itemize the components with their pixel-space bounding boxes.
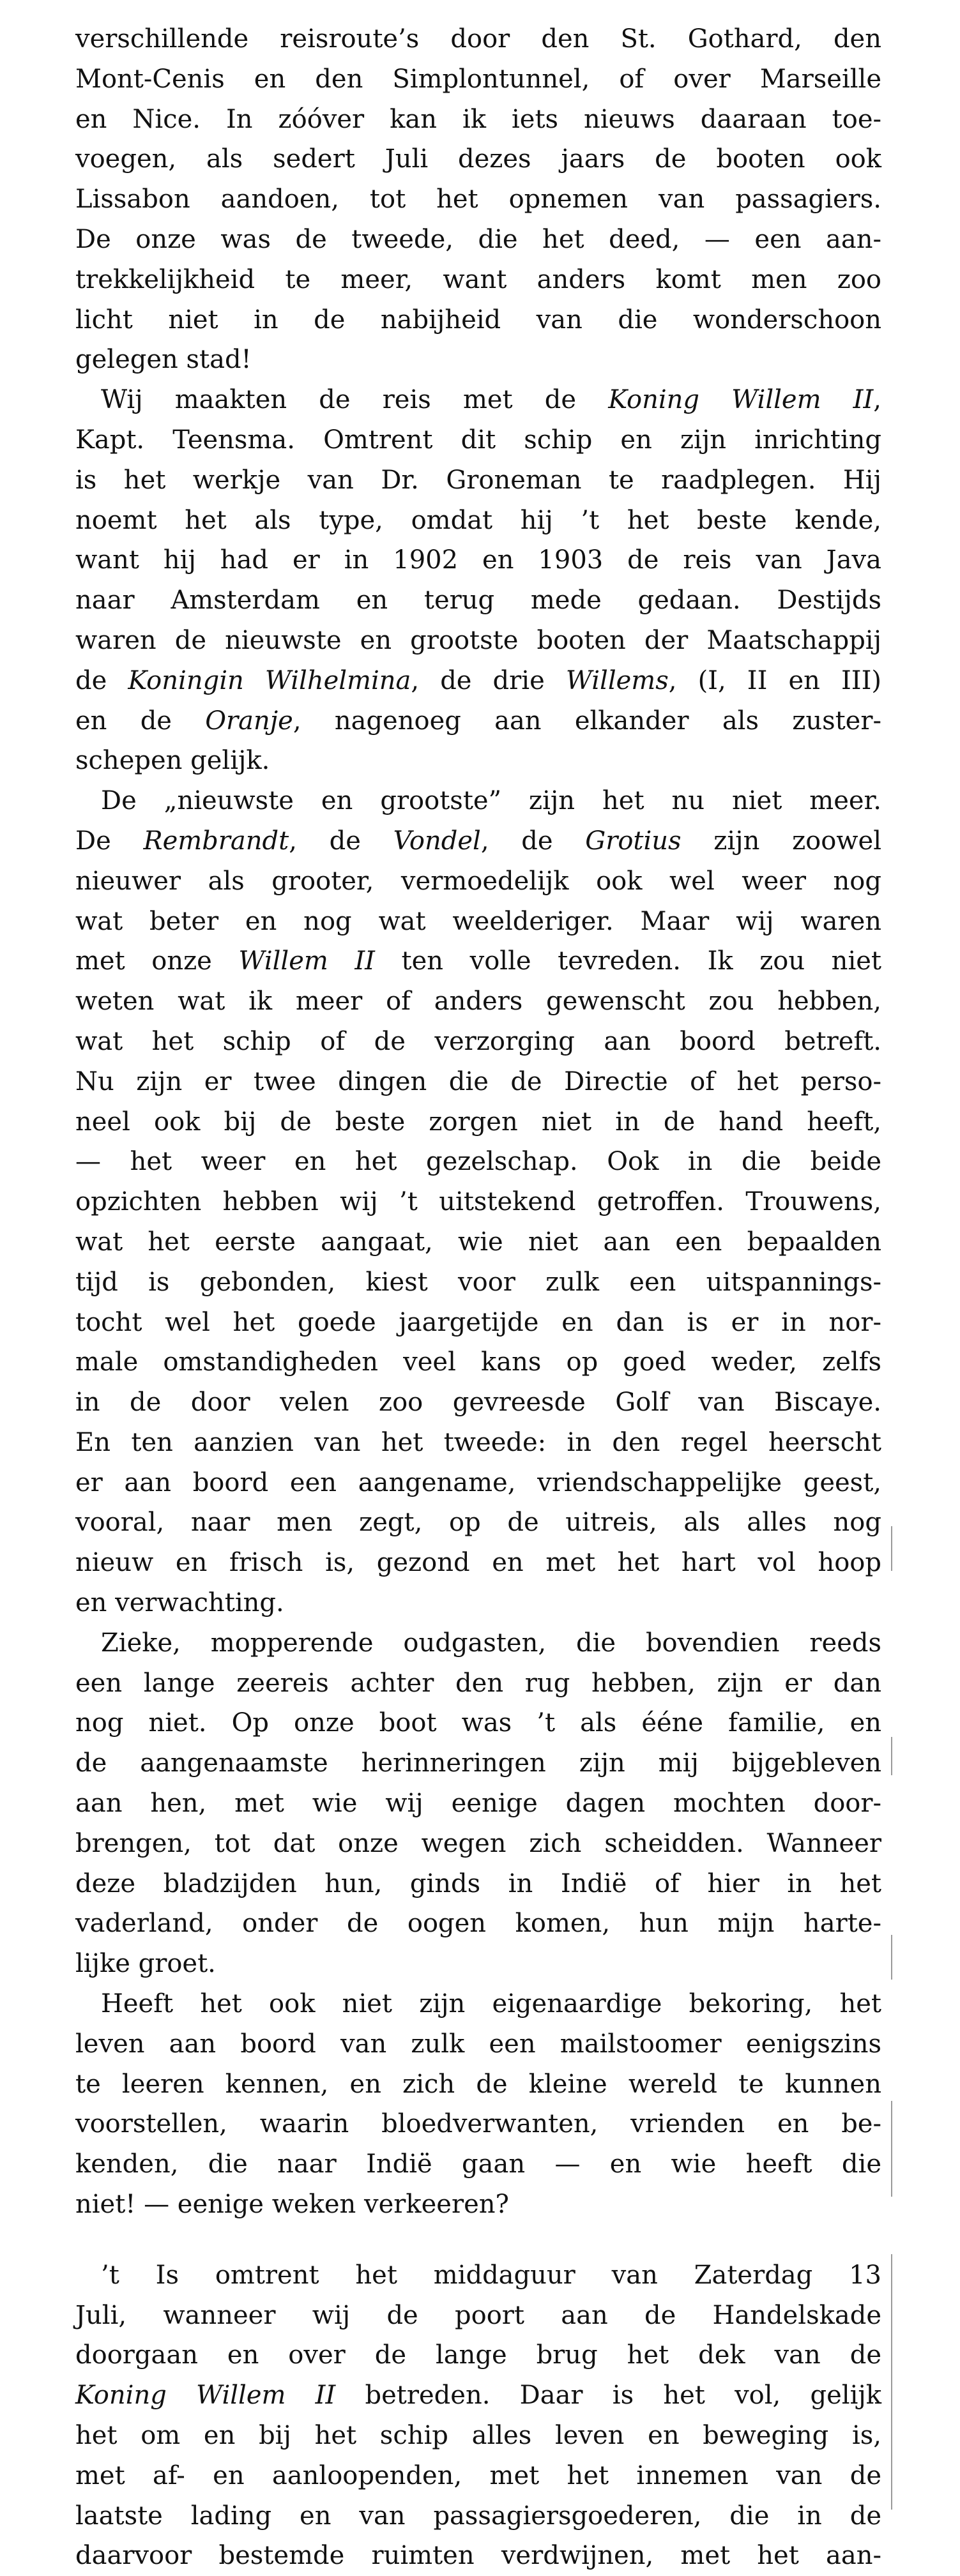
text-line [75, 861, 881, 902]
text-segment: trekkelijkheid te meer, want anders komt men zoo [75, 264, 881, 294]
text-segment: En ten aanzien van het tweede: in den regel heerscht [75, 1427, 881, 1457]
text-line [75, 260, 881, 300]
text-segment: met af- en aanloopenden, met het innemen van de [75, 2460, 881, 2490]
text-line [75, 1222, 881, 1262]
text-segment: voegen, als sedert Juli dezes jaars de booten ook [75, 144, 881, 174]
text-line [75, 460, 881, 501]
text-line [75, 1663, 881, 1704]
margin-mark [891, 2254, 892, 2510]
book-page [75, 19, 881, 2576]
text-line [75, 139, 881, 179]
text-line [75, 179, 881, 220]
text-segment: verschillende reisroute’s door den St. Gothard, den [75, 24, 881, 54]
text-segment: en de [75, 706, 206, 736]
text-line [75, 420, 881, 460]
text-segment: De „nieuwste en grootste” zijn het nu niet meer. [101, 786, 881, 816]
text-segment: neel ook bij de beste zorgen niet in de hand heeft, [75, 1107, 881, 1137]
text-line [75, 2375, 881, 2416]
text-segment: tocht wel het goede jaargetijde en dan is er in nor- [75, 1307, 881, 1337]
text-segment: want hij had er in 1902 en 1903 de reis van Java [75, 545, 881, 575]
text-line [75, 981, 881, 1022]
text-segment: en verwachting. [75, 1588, 284, 1618]
text-line [75, 1984, 881, 2024]
text-line [75, 1423, 881, 1463]
text-line [75, 2024, 881, 2065]
text-line [75, 741, 881, 781]
text-segment: nieuw en frisch is, gezond en met het hart vol hoop [75, 1548, 881, 1578]
text-line [75, 1463, 881, 1503]
text-segment: De onze was de tweede, die het deed, — een aan- [75, 224, 881, 254]
text-segment: Kapt. Teensma. Omtrent dit schip en zijn inrichting [75, 425, 881, 455]
text-segment: Heeft het ook niet zijn eigenaardige bekoring, het [101, 1989, 881, 2019]
text-segment: schepen gelijk. [75, 746, 270, 776]
text-segment: een lange zeereis achter den rug hebben, zijn er dan [75, 1668, 881, 1698]
text-segment: Lissabon aandoen, tot het opnemen van passagiers. [75, 185, 881, 215]
text-line [75, 2104, 881, 2144]
section-gap [75, 2225, 881, 2255]
text-segment: male omstandigheden veel kans op goed weder, zelfs [75, 1347, 881, 1377]
text-segment: deze bladzijden hun, ginds in Indië of hier in het [75, 1868, 881, 1898]
text-line [75, 701, 881, 741]
text-segment: het om en bij het schip alles leven en beweging is, [75, 2421, 881, 2451]
text-line [75, 220, 881, 260]
text-segment: niet! — eenige weken verkeeren? [75, 2190, 509, 2220]
text-segment: weten wat ik meer of anders gewenscht zou hebben, [75, 987, 881, 1017]
text-segment: Juli, wanneer wij de poort aan de Handelskade [75, 2300, 881, 2330]
text-line [75, 1142, 881, 1182]
text-segment: gelegen stad! [75, 345, 252, 375]
text-segment: lijke groet. [75, 1949, 216, 1979]
text-segment: te leeren kennen, en zich de kleine wereld te kunnen [75, 2069, 881, 2099]
text-segment: , [873, 385, 881, 415]
italic-ship-name: Koning Willem II [75, 2381, 336, 2411]
text-segment: in de door velen zoo gevreesde Golf van Biscaye. [75, 1388, 881, 1418]
text-line [75, 941, 881, 981]
text-segment: — het weer en het gezelschap. Ook in die beide [75, 1147, 881, 1177]
text-line [75, 540, 881, 580]
text-line [75, 1062, 881, 1102]
text-segment: met onze [75, 946, 239, 976]
text-line [75, 1543, 881, 1583]
text-segment: en Nice. In zóóver kan ik iets nieuws daaraan toe- [75, 104, 881, 134]
italic-ship-name: Willems [565, 665, 669, 695]
text-line [75, 100, 881, 140]
text-segment: , de drie [411, 665, 566, 695]
text-segment: De [75, 826, 144, 856]
margin-mark [891, 1737, 892, 1775]
text-line [75, 2144, 881, 2185]
text-line [75, 59, 881, 100]
text-line [75, 2536, 881, 2576]
italic-ship-name: Grotius [585, 826, 682, 856]
text-line [75, 902, 881, 942]
text-segment: tijd is gebonden, kiest voor zulk een uitspannings- [75, 1267, 881, 1297]
text-line [75, 781, 881, 821]
text-segment: wat het eerste aangaat, wie niet aan een bepaalden [75, 1227, 881, 1257]
text-segment: brengen, tot dat onze wegen zich scheidden. Wanneer [75, 1828, 881, 1858]
text-segment: betreden. Daar is het vol, gelijk [335, 2381, 882, 2411]
text-segment: er aan boord een aangename, vriendschappelijke geest, [75, 1467, 881, 1497]
text-segment: Zieke, mopperende oudgasten, die bovendien reeds [101, 1628, 881, 1658]
text-segment: , de [289, 826, 393, 856]
text-line [75, 580, 881, 621]
text-line [75, 1864, 881, 1904]
italic-ship-name: Oranje [205, 706, 293, 736]
text-segment: voorstellen, waarin bloedverwanten, vrienden en be- [75, 2109, 881, 2139]
text-segment: wat beter en nog wat weelderiger. Maar wij waren [75, 906, 881, 936]
text-segment: ’t Is omtrent het middaguur van Zaterdag 13 [101, 2260, 881, 2290]
text-line [75, 1944, 881, 1984]
text-segment: wat het schip of de verzorging aan boord betreft. [75, 1026, 881, 1056]
text-line [75, 1743, 881, 1784]
text-segment: licht niet in de nabijheid van die wonderschoon [75, 305, 881, 335]
italic-ship-name: Willem II [238, 946, 375, 976]
text-line [75, 1503, 881, 1543]
margin-mark [891, 2101, 892, 2197]
text-line [75, 19, 881, 59]
text-line [75, 1583, 881, 1623]
text-segment: daarvoor bestemde ruimten verdwijnen, met het aan- [75, 2541, 881, 2571]
text-line [75, 501, 881, 541]
text-segment: vaderland, onder de oogen komen, hun mijn harte- [75, 1909, 881, 1939]
text-line [75, 1182, 881, 1222]
text-line [75, 1623, 881, 1663]
text-line [75, 821, 881, 861]
text-segment: doorgaan en over de lange brug het dek van de [75, 2340, 881, 2370]
text-line [75, 2496, 881, 2536]
text-line [75, 2335, 881, 2375]
text-segment: noemt het als type, omdat hij ’t het beste kende, [75, 505, 881, 535]
text-segment: , de [480, 826, 586, 856]
text-segment: Wij maakten de reis met de [101, 385, 609, 415]
text-line [75, 1022, 881, 1062]
text-line [75, 1262, 881, 1303]
text-segment: waren de nieuwste en grootste booten der Maatschappij [75, 625, 881, 655]
text-line [75, 300, 881, 340]
margin-mark [891, 1526, 892, 1571]
text-line [75, 1342, 881, 1383]
text-line [75, 2255, 881, 2296]
italic-ship-name: Koning Willem II [608, 385, 874, 415]
italic-ship-name: Vondel [393, 826, 481, 856]
text-segment: nieuwer als grooter, vermoedelijk ook wel weer nog [75, 866, 881, 896]
text-line [75, 2416, 881, 2456]
text-segment: vooral, naar men zegt, op de uitreis, als alles nog [75, 1508, 881, 1538]
text-segment: is het werkje van Dr. Groneman te raadplegen. Hij [75, 465, 881, 495]
text-line [75, 1102, 881, 1142]
text-segment: Nu zijn er twee dingen die de Directie of het perso- [75, 1066, 881, 1096]
text-segment: de [75, 665, 128, 695]
italic-ship-name: Koningin Wilhelmina [128, 665, 411, 695]
text-line [75, 2456, 881, 2496]
text-segment: nog niet. Op onze boot was ’t als ééne familie, en [75, 1708, 881, 1738]
text-line [75, 1824, 881, 1864]
margin-scan-marks [890, 1526, 894, 2510]
text-segment: leven aan boord van zulk een mailstoomer eenigszins [75, 2029, 881, 2059]
text-segment: , nagenoeg aan elkander als zuster- [293, 706, 881, 736]
text-segment: Mont-Cenis en den Simplontunnel, of over Marseille [75, 64, 881, 94]
text-line [75, 1383, 881, 1423]
text-line [75, 2296, 881, 2336]
margin-mark [891, 1935, 892, 1980]
text-segment: naar Amsterdam en terug mede gedaan. Destijds [75, 586, 881, 616]
text-segment: de aangenaamste herinneringen zijn mij bijgebleven [75, 1748, 881, 1778]
italic-ship-name: Rembrandt [143, 826, 289, 856]
text-segment: , (I, II en III) [668, 665, 881, 695]
text-segment: opzichten hebben wij ’t uitstekend getroffen. Trouwens, [75, 1187, 881, 1217]
text-segment: zijn zoowel [681, 826, 882, 856]
text-line [75, 1904, 881, 1944]
text-line [75, 1303, 881, 1343]
text-line [75, 661, 881, 701]
text-line [75, 2185, 881, 2225]
text-segment: kenden, die naar Indië gaan — en wie heeft die [75, 2149, 881, 2179]
text-segment: laatste lading en van passagiersgoederen, die in de [75, 2501, 881, 2531]
text-line [75, 380, 881, 420]
text-line [75, 2065, 881, 2105]
text-line [75, 1703, 881, 1743]
text-segment: ten volle tevreden. Ik zou niet [374, 946, 881, 976]
text-line [75, 1784, 881, 1824]
text-line [75, 340, 881, 380]
text-line [75, 621, 881, 661]
text-segment: aan hen, met wie wij eenige dagen mochten door- [75, 1789, 881, 1819]
